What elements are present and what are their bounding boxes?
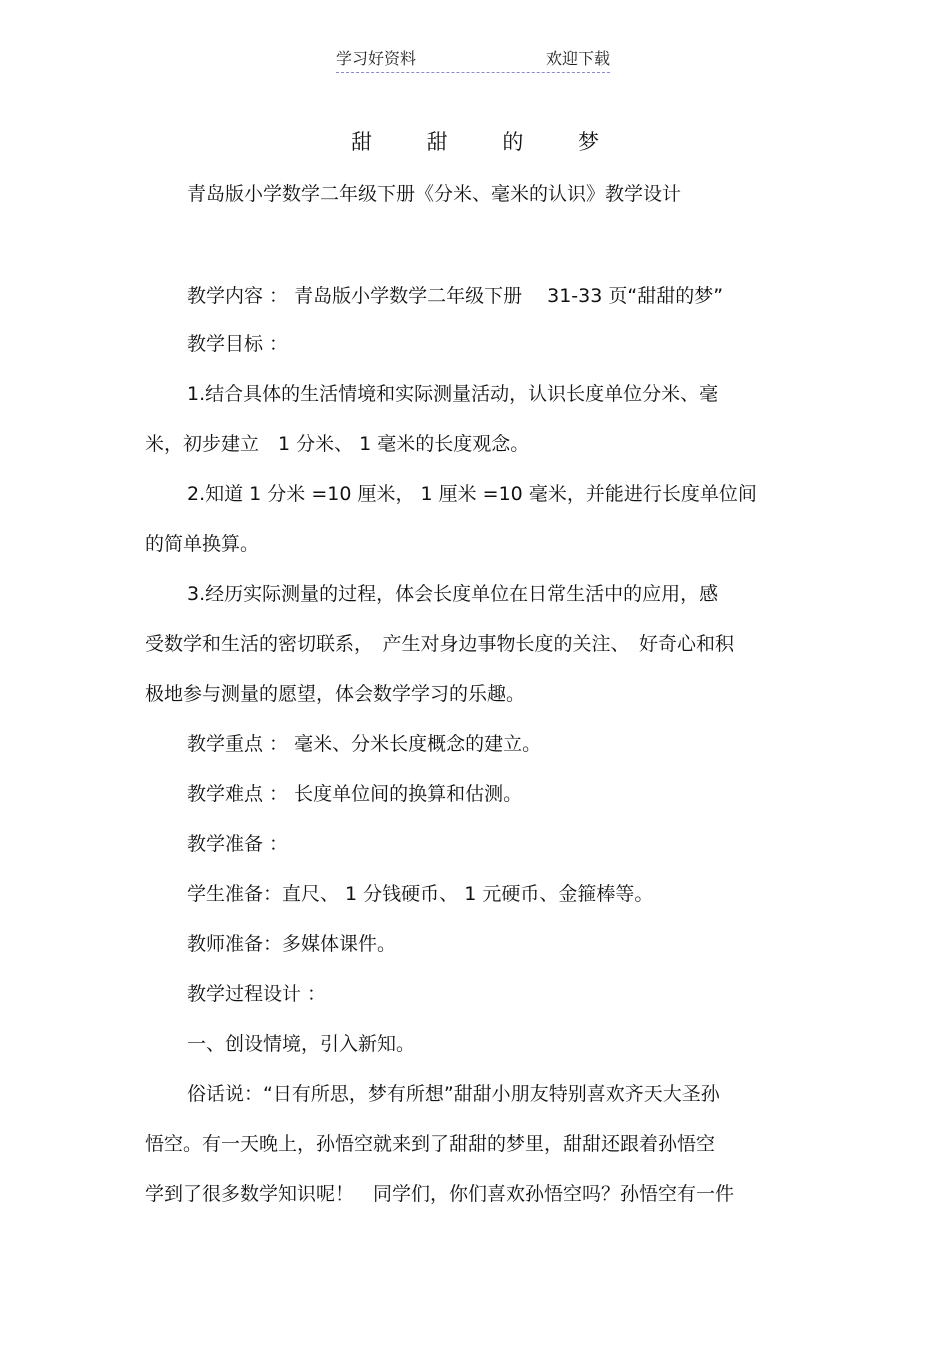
goal-3-line-2: 受数学和生活的密切联系， 产生对身边事物长度的关注、 好奇心和积 (145, 633, 735, 655)
teaching-goals-heading: 教学目标 ： (187, 333, 289, 355)
teaching-preparation-heading: 教学准备 ： (187, 833, 289, 855)
teaching-difficulty: 教学难点 ： 长度单位间的换算和估测。 (187, 783, 523, 805)
teacher-preparation: 教师准备：多媒体课件。 (187, 933, 397, 955)
goal-1-line-1: 1.结合具体的生活情境和实际测量活动，认识长度单位分米、毫 (187, 383, 719, 405)
story-line-3: 学到了很多数学知识呢！ 同学们，你们喜欢孙悟空吗？孙悟空有一件 (145, 1183, 735, 1205)
story-line-2: 悟空。有一天晚上，孙悟空就来到了甜甜的梦里，甜甜还跟着孙悟空 (145, 1133, 716, 1155)
page-header (336, 48, 610, 73)
goal-2-line-1: 2.知道 1 分米 =10 厘米， 1 厘米 =10 毫米，并能进行长度单位间 (187, 483, 757, 505)
process-design-heading: 教学过程设计 ： (187, 983, 327, 1005)
header-left-text: 学习好资料 (336, 49, 417, 68)
goal-2-line-2: 的简单换算。 (145, 533, 260, 555)
document-title: 甜 甜 的 梦 (350, 130, 624, 154)
teaching-focus: 教学重点 ： 毫米、分米长度概念的建立。 (187, 733, 542, 755)
teaching-content: 教学内容 ： 青岛版小学数学二年级下册 31-33 页“甜甜的梦” (187, 285, 724, 307)
goal-3-line-1: 3.经历实际测量的过程，体会长度单位在日常生活中的应用，感 (187, 583, 719, 605)
story-line-1: 俗话说：“日有所思，梦有所想”甜甜小朋友特别喜欢齐天大圣孙 (187, 1083, 720, 1105)
section-1-heading: 一、创设情境，引入新知。 (187, 1033, 416, 1055)
header-right-text: 欢迎下载 (545, 49, 610, 68)
goal-3-line-3: 极地参与测量的愿望，体会数学学习的乐趣。 (145, 683, 526, 705)
document-subtitle: 青岛版小学数学二年级下册《分米、毫米的认识》教学设计 (187, 183, 682, 205)
goal-1-line-2: 米，初步建立 1 分米、 1 毫米的长度观念。 (145, 433, 530, 455)
student-preparation: 学生准备：直尺、 1 分钱硬币、 1 元硬币、金箍棒等。 (187, 883, 654, 905)
